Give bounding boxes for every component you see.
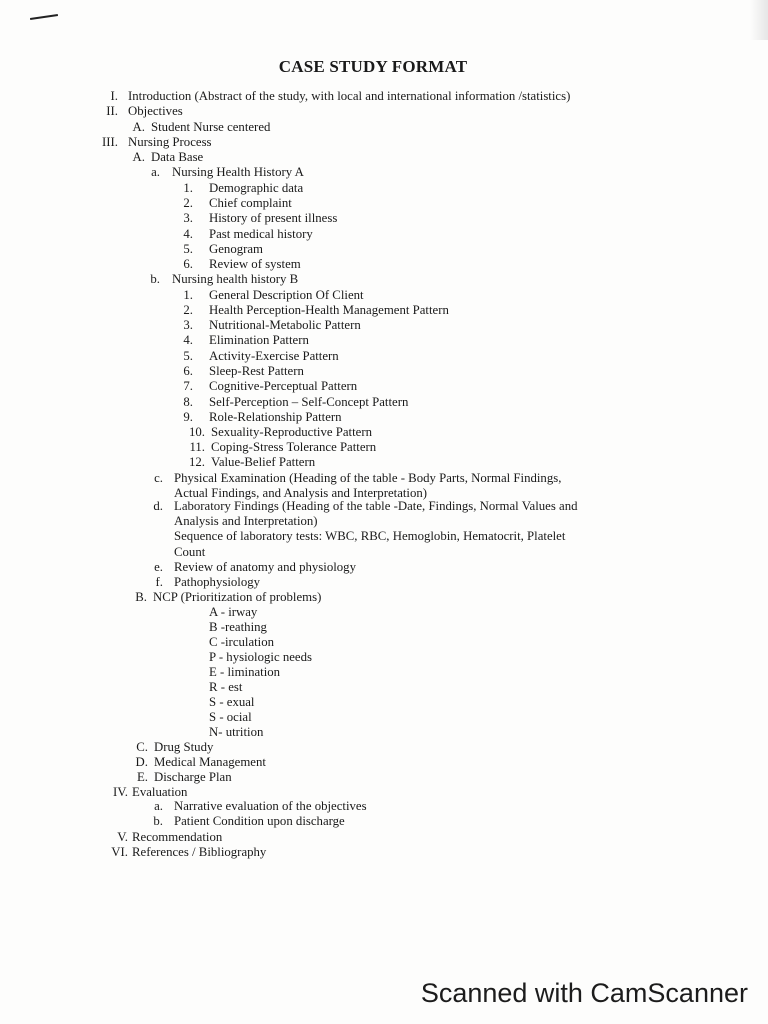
- outline-marker: 6.: [183, 364, 193, 378]
- outline-text: Physical Examination (Heading of the table - Body Parts, Normal Findings,: [174, 471, 562, 485]
- outline-marker: 11.: [189, 440, 205, 454]
- outline-marker: B.: [135, 590, 147, 604]
- outline-marker: 5.: [183, 242, 193, 256]
- outline-marker: 6.: [183, 257, 193, 271]
- outline-text: Nursing health history B: [172, 272, 299, 286]
- outline-marker: 10.: [189, 425, 205, 439]
- outline-text: Coping-Stress Tolerance Pattern: [211, 440, 377, 454]
- outline-text: Role-Relationship Pattern: [209, 410, 342, 424]
- outline-text: C -irculation: [209, 635, 275, 649]
- outline-text: Past medical history: [209, 227, 313, 241]
- outline-marker: b.: [153, 814, 163, 828]
- outline-marker: I.: [110, 89, 118, 103]
- outline-text: R - est: [209, 680, 243, 694]
- outline-text: Activity-Exercise Pattern: [209, 349, 339, 363]
- outline-marker: a.: [154, 799, 163, 813]
- outline-text: P - hysiologic needs: [209, 650, 312, 664]
- outline-marker: III.: [102, 135, 118, 149]
- outline-text: NCP (Prioritization of problems): [153, 590, 322, 604]
- outline-marker: d.: [153, 499, 163, 513]
- outline-marker: 1.: [183, 288, 193, 302]
- outline-marker: A.: [132, 150, 145, 164]
- outline-text: Self-Perception – Self-Concept Pattern: [209, 395, 409, 409]
- outline-text: Review of anatomy and physiology: [174, 560, 356, 574]
- outline-text: Sleep-Rest Pattern: [209, 364, 304, 378]
- outline-text: Patient Condition upon discharge: [174, 814, 345, 828]
- outline-marker: e.: [154, 560, 163, 574]
- outline-text: Objectives: [128, 104, 183, 118]
- outline-marker: 3.: [183, 211, 193, 225]
- outline-marker: f.: [155, 575, 163, 589]
- outline-marker: 9.: [183, 410, 193, 424]
- outline-text: Review of system: [209, 257, 301, 271]
- outline-text: Demographic data: [209, 181, 304, 195]
- outline-text: Sexuality-Reproductive Pattern: [211, 425, 372, 439]
- outline-text: N- utrition: [209, 725, 264, 739]
- outline-text: Data Base: [151, 150, 204, 164]
- outline-marker: 4.: [183, 333, 193, 347]
- outline-marker: 7.: [183, 379, 193, 393]
- outline-marker: V.: [117, 830, 128, 844]
- outline-text: Narrative evaluation of the objectives: [174, 799, 367, 813]
- page-edge-shadow: [750, 0, 768, 40]
- outline-text: A - irway: [209, 605, 258, 619]
- outline-marker: C.: [136, 740, 148, 754]
- outline-text: Health Perception-Health Management Pattern: [209, 303, 449, 317]
- outline-text: Cognitive-Perceptual Pattern: [209, 379, 358, 393]
- outline-marker: c.: [154, 471, 163, 485]
- outline-marker: IV.: [112, 785, 128, 799]
- outline-marker: 5.: [183, 349, 193, 363]
- document-title: CASE STUDY FORMAT: [278, 57, 468, 76]
- outline-text: Nutritional-Metabolic Pattern: [209, 318, 361, 332]
- outline-text: Sequence of laboratory tests: WBC, RBC, Hemoglobin, Hematocrit, Platelet: [174, 529, 566, 543]
- outline-marker: 12.: [189, 455, 205, 469]
- outline-text: B -reathing: [209, 620, 267, 634]
- outline-marker: b.: [150, 272, 160, 286]
- outline-marker: 8.: [183, 395, 193, 409]
- outline-text: Evaluation: [132, 785, 188, 799]
- outline-text: Pathophysiology: [174, 575, 261, 589]
- outline-text: Laboratory Findings (Heading of the table -Date, Findings, Normal Values and: [174, 499, 578, 513]
- outline-text: Chief complaint: [209, 196, 292, 210]
- pen-mark: [30, 14, 58, 20]
- outline-marker: VI.: [111, 845, 128, 859]
- camscanner-watermark: Scanned with CamScanner: [420, 978, 748, 1008]
- outline-text: Student Nurse centered: [151, 120, 271, 134]
- outline-marker: 3.: [183, 318, 193, 332]
- outline-text: E - limination: [209, 665, 281, 679]
- outline-marker: A.: [132, 120, 145, 134]
- outline-text: Value-Belief Pattern: [211, 455, 316, 469]
- outline-text: Analysis and Interpretation): [174, 514, 318, 528]
- outline-text: Medical Management: [154, 755, 266, 769]
- outline-text: S - ocial: [209, 710, 252, 724]
- outline-text: Drug Study: [154, 740, 214, 754]
- outline-text: References / Bibliography: [132, 845, 267, 859]
- outline-marker: E.: [136, 770, 148, 784]
- outline-marker: 4.: [183, 227, 193, 241]
- outline-text: General Description Of Client: [209, 288, 364, 302]
- outline-text: Introduction (Abstract of the study, with local and international information /statistics): [128, 89, 571, 103]
- outline-text: History of present illness: [209, 211, 338, 225]
- outline-text: Nursing Health History A: [172, 165, 304, 179]
- outline-text: Discharge Plan: [154, 770, 232, 784]
- outline-marker: II.: [106, 104, 118, 118]
- outline-text: Recommendation: [132, 830, 223, 844]
- outline-marker: 2.: [183, 196, 193, 210]
- outline-text: Count: [174, 545, 206, 559]
- outline-marker: a.: [151, 165, 160, 179]
- outline-marker: D.: [135, 755, 148, 769]
- outline-text: Elimination Pattern: [209, 333, 309, 347]
- outline-text: Actual Findings, and Analysis and Interpretation): [174, 486, 428, 500]
- outline-text: Nursing Process: [128, 135, 212, 149]
- outline-text: S - exual: [209, 695, 255, 709]
- outline-marker: 2.: [183, 303, 193, 317]
- outline-text: Genogram: [209, 242, 264, 256]
- outline-marker: 1.: [183, 181, 193, 195]
